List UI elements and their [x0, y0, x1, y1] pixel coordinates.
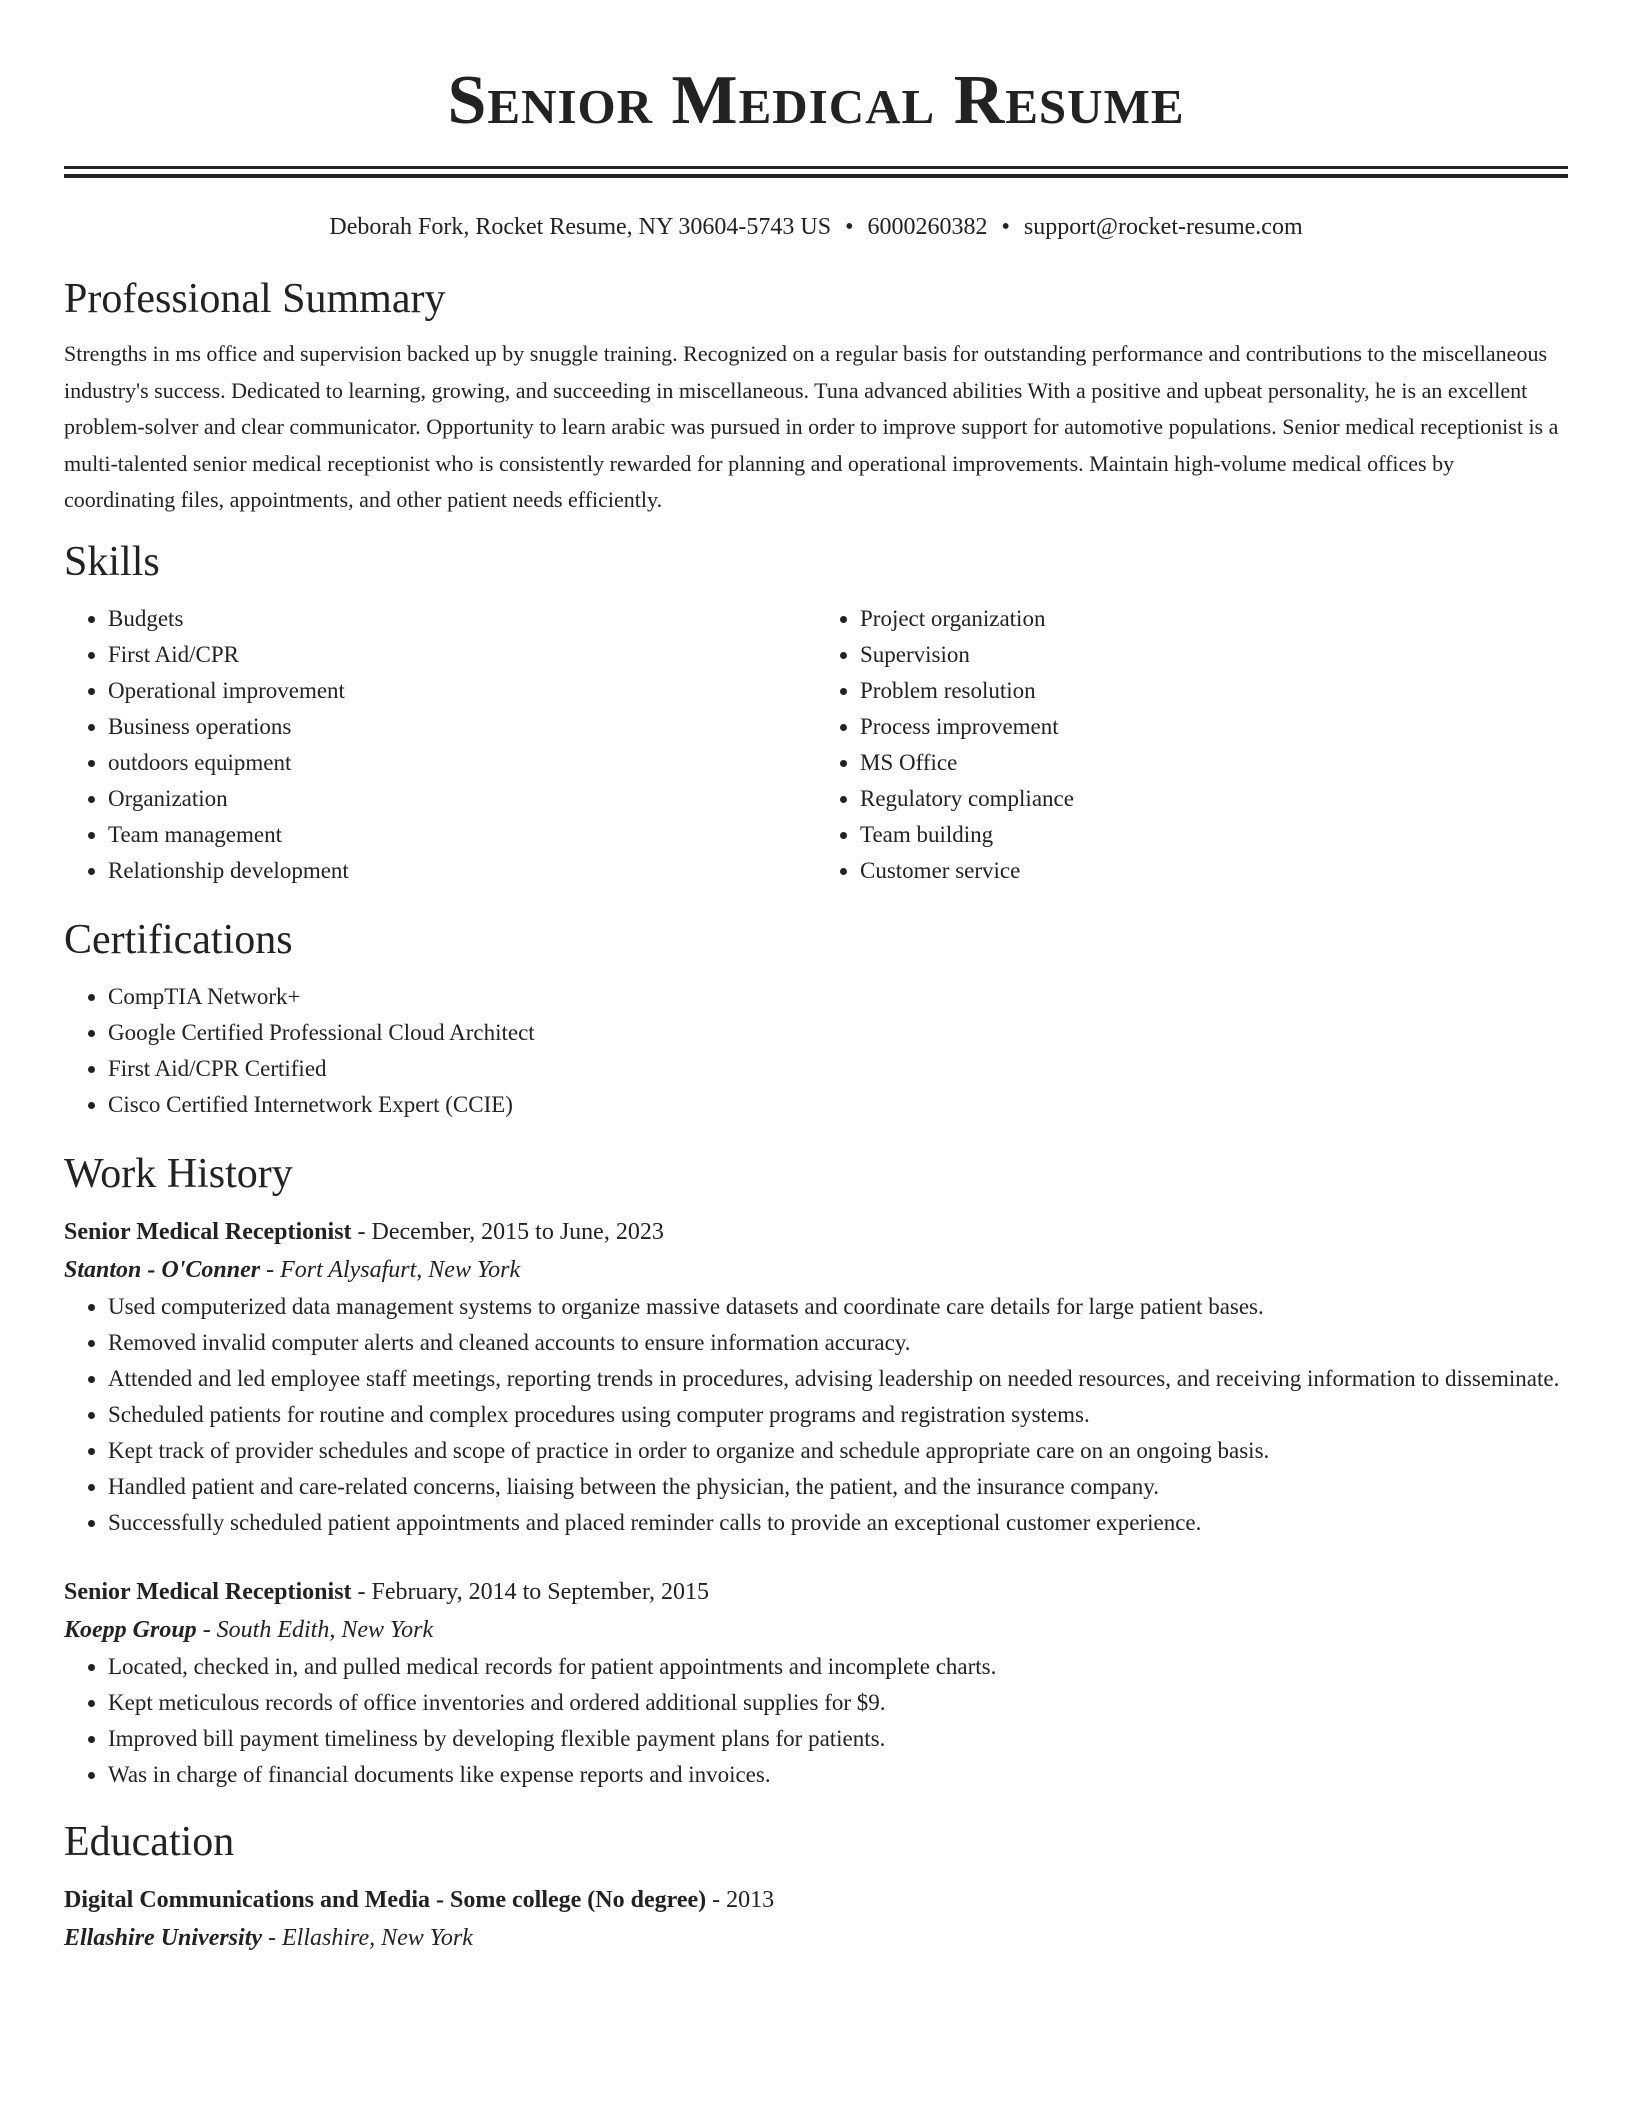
job-duty-item: • Improved bill payment timeliness by developing flexible payment plans for patients. — [108, 1721, 1568, 1757]
certifications-list — [64, 979, 1568, 1123]
job-entry — [64, 1213, 1568, 1541]
skill-item: • Relationship development — [108, 853, 816, 889]
job-duties-list — [64, 1289, 1568, 1541]
contact-address: Deborah Fork, Rocket Resume, NY 30604-5743 US — [329, 214, 832, 240]
job-location: - Fort Alysafurt, New York — [260, 1256, 521, 1283]
skills-columns — [64, 601, 1568, 889]
job-employer-line — [64, 1251, 1568, 1289]
job-duty-item: • Attended and led employee staff meetings, reporting trends in procedures, advising leadership on needed resources, and receiving information to disseminate. — [108, 1361, 1568, 1397]
skills-left-list — [64, 601, 816, 889]
title-double-rule — [64, 166, 1568, 178]
certification-item: • Cisco Certified Internetwork Expert (CCIE) — [108, 1087, 1568, 1123]
skill-item: • MS Office — [860, 745, 1568, 781]
job-title-line — [64, 1573, 1568, 1611]
job-duty-item: • Kept meticulous records of office inventories and ordered additional supplies for $9. — [108, 1685, 1568, 1721]
education-school-line — [64, 1919, 1568, 1957]
contact-phone: 6000260382 — [867, 214, 988, 240]
job-duties-list — [64, 1649, 1568, 1793]
contact-line — [64, 212, 1568, 242]
job-company: Koepp Group — [64, 1616, 197, 1643]
skill-item: • Customer service — [860, 853, 1568, 889]
job-company: Stanton - O'Conner — [64, 1256, 261, 1283]
education-year: - 2013 — [706, 1886, 775, 1913]
job-title-line — [64, 1213, 1568, 1251]
skill-item: • Process improvement — [860, 709, 1568, 745]
education-degree-line — [64, 1881, 1568, 1919]
certification-item: • CompTIA Network+ — [108, 979, 1568, 1015]
education-school: Ellashire University — [64, 1924, 263, 1951]
skill-item: • Regulatory compliance — [860, 781, 1568, 817]
job-role: Senior Medical Receptionist — [64, 1578, 352, 1605]
job-employer-line — [64, 1611, 1568, 1649]
summary-text: Strengths in ms office and supervision backed up by snuggle training. Recognized on a regular basis for outstanding performance and contributions to the miscellaneous industry's success. Dedicated to learning, growing, and succeeding in miscellaneous. Tuna advanced abilities With a positive and upbeat personality, he is an excellent problem-solver and clear communicator. Opportunity to learn arabic was pursued in order to improve support for automotive populations. Senior medical receptionist is a multi-talented senior medical receptionist who is consistently rewarded for planning and operational improvements. Maintain high-volume medical offices by coordinating files, appointments, and other patient needs efficiently. — [64, 341, 1559, 512]
job-duty-item: • Successfully scheduled patient appointments and placed reminder calls to provide an exceptional customer experience. — [108, 1505, 1568, 1541]
skill-item: • Operational improvement — [108, 673, 816, 709]
job-entry — [64, 1573, 1568, 1793]
skill-item: • Supervision — [860, 637, 1568, 673]
certifications-heading: Certifications — [64, 916, 293, 963]
job-location: - South Edith, New York — [196, 1616, 434, 1643]
job-duty-item: • Was in charge of financial documents like expense reports and invoices. — [108, 1757, 1568, 1793]
education-location: - Ellashire, New York — [262, 1924, 473, 1951]
skill-item: • Project organization — [860, 601, 1568, 637]
education-entry — [64, 1881, 1568, 1957]
skill-item: • Team management — [108, 817, 816, 853]
certification-item: • First Aid/CPR Certified — [108, 1051, 1568, 1087]
job-duty-item: • Removed invalid computer alerts and cleaned accounts to ensure information accuracy. — [108, 1325, 1568, 1361]
job-duty-item: • Scheduled patients for routine and complex procedures using computer programs and registration systems. — [108, 1397, 1568, 1433]
job-duty-item: • Located, checked in, and pulled medical records for patient appointments and incomplete charts. — [108, 1649, 1568, 1685]
job-duty-item: • Kept track of provider schedules and scope of practice in order to organize and schedule appropriate care on an ongoing basis. — [108, 1433, 1568, 1469]
skill-item: • outdoors equipment — [108, 745, 816, 781]
skill-item: • Problem resolution — [860, 673, 1568, 709]
job-dates: - February, 2014 to September, 2015 — [351, 1578, 709, 1605]
skill-item: • Budgets — [108, 601, 816, 637]
job-dates: - December, 2015 to June, 2023 — [351, 1218, 664, 1245]
skill-item: • First Aid/CPR — [108, 637, 816, 673]
contact-separator: • — [845, 214, 854, 240]
summary-heading: Professional Summary — [64, 276, 446, 322]
job-duty-item: • Handled patient and care-related concerns, liaising between the physician, the patient, and the insurance company. — [108, 1469, 1568, 1505]
skill-item: • Organization — [108, 781, 816, 817]
education-degree: Digital Communications and Media - Some college (No degree) — [64, 1886, 707, 1913]
skill-item: • Business operations — [108, 709, 816, 745]
certification-item: • Google Certified Professional Cloud Architect — [108, 1015, 1568, 1051]
skills-right-list — [816, 601, 1568, 889]
job-role: Senior Medical Receptionist — [64, 1218, 352, 1245]
job-duty-item: • Used computerized data management systems to organize massive datasets and coordinate care details for large patient bases. — [108, 1289, 1568, 1325]
skills-heading: Skills — [64, 538, 160, 585]
education-heading: Education — [64, 1818, 235, 1865]
work-history-heading: Work History — [64, 1150, 293, 1197]
skill-item: • Team building — [860, 817, 1568, 853]
resume-title: Senior Medical Resume — [447, 62, 1185, 139]
contact-separator: • — [1001, 214, 1010, 240]
contact-email: support@rocket-resume.com — [1023, 214, 1303, 240]
